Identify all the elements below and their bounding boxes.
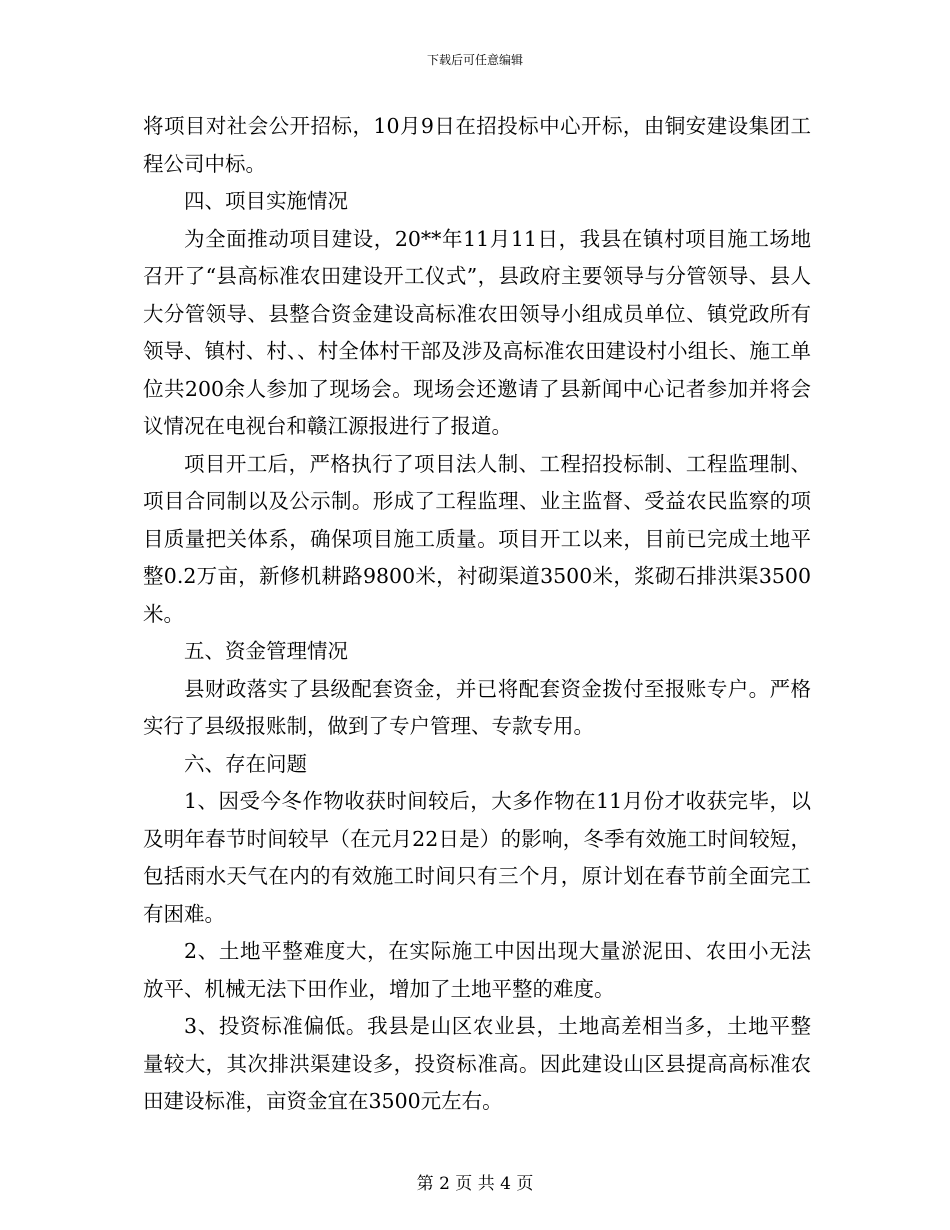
section-heading-6: 六、存在问题 [184, 751, 307, 776]
paragraph-funds: 县财政落实了县级配套资金，并已将配套资金拨付至报账专户。严格实行了县级报账制，做到了专户管理、专款专用。 [143, 676, 811, 738]
paragraph-problem-3: 3、投资标准偏低。我县是山区农业县，土地高差相当多，土地平整量较大，其次排洪渠建设多，投资标准高。因此建设山区县提高高标准农田建设标准，亩资金宜在3500元左右。 [143, 1014, 811, 1113]
paragraph-progress: 项目开工后，严格执行了项目法人制、工程招投标制、工程监理制、项目合同制以及公示制。形成了工程监理、业主监督、受益农民监察的项目质量把关体系，确保项目施工质量。项目开工以来，目前已完成土地平整0.2万亩，新修机耕路9800米，衬砌渠道3500米，浆砌石排洪渠3500米。 [143, 451, 811, 626]
page-header: 下载后可任意编辑 [426, 53, 523, 67]
document-body [143, 108, 811, 1121]
paragraph-ceremony: 为全面推动项目建设，20**年11月11日，我县在镇村项目施工场地召开了“县高标准农田建设开工仪式”，县政府主要领导与分管领导、县人大分管领导、县整合资金建设高标准农田领导小组成员单位、镇党政所有领导、镇村、村、、村全体村干部及涉及高标准农田建设村小组长、施工单位共200余人参加了现场会。现场会还邀请了县新闻中心记者参加并将会议情况在电视台和赣江源报进行了报道。 [143, 226, 811, 438]
section-heading-5: 五、资金管理情况 [184, 639, 348, 663]
paragraph-problem-2: 2、土地平整难度大，在实际施工中因出现大量淤泥田、农田小无法放平、机械无法下田作业，增加了土地平整的难度。 [143, 939, 811, 1001]
paragraph-problem-1: 1、因受今冬作物收获时间较后，大多作物在11月份才收获完毕，以及明年春节时间较早（在元月22日是）的影响，冬季有效施工时间较短，包括雨水天气在内的有效施工时间只有三个月，原计划在春节前全面完工有困难。 [143, 789, 811, 926]
page-footer: 第 2 页 共 4 页 [416, 1174, 534, 1194]
paragraph-bidding: 将项目对社会公开招标，10月9日在招投标中心开标，由铜安建设集团工程公司中标。 [143, 114, 811, 176]
section-heading-4: 四、项目实施情况 [184, 189, 348, 213]
